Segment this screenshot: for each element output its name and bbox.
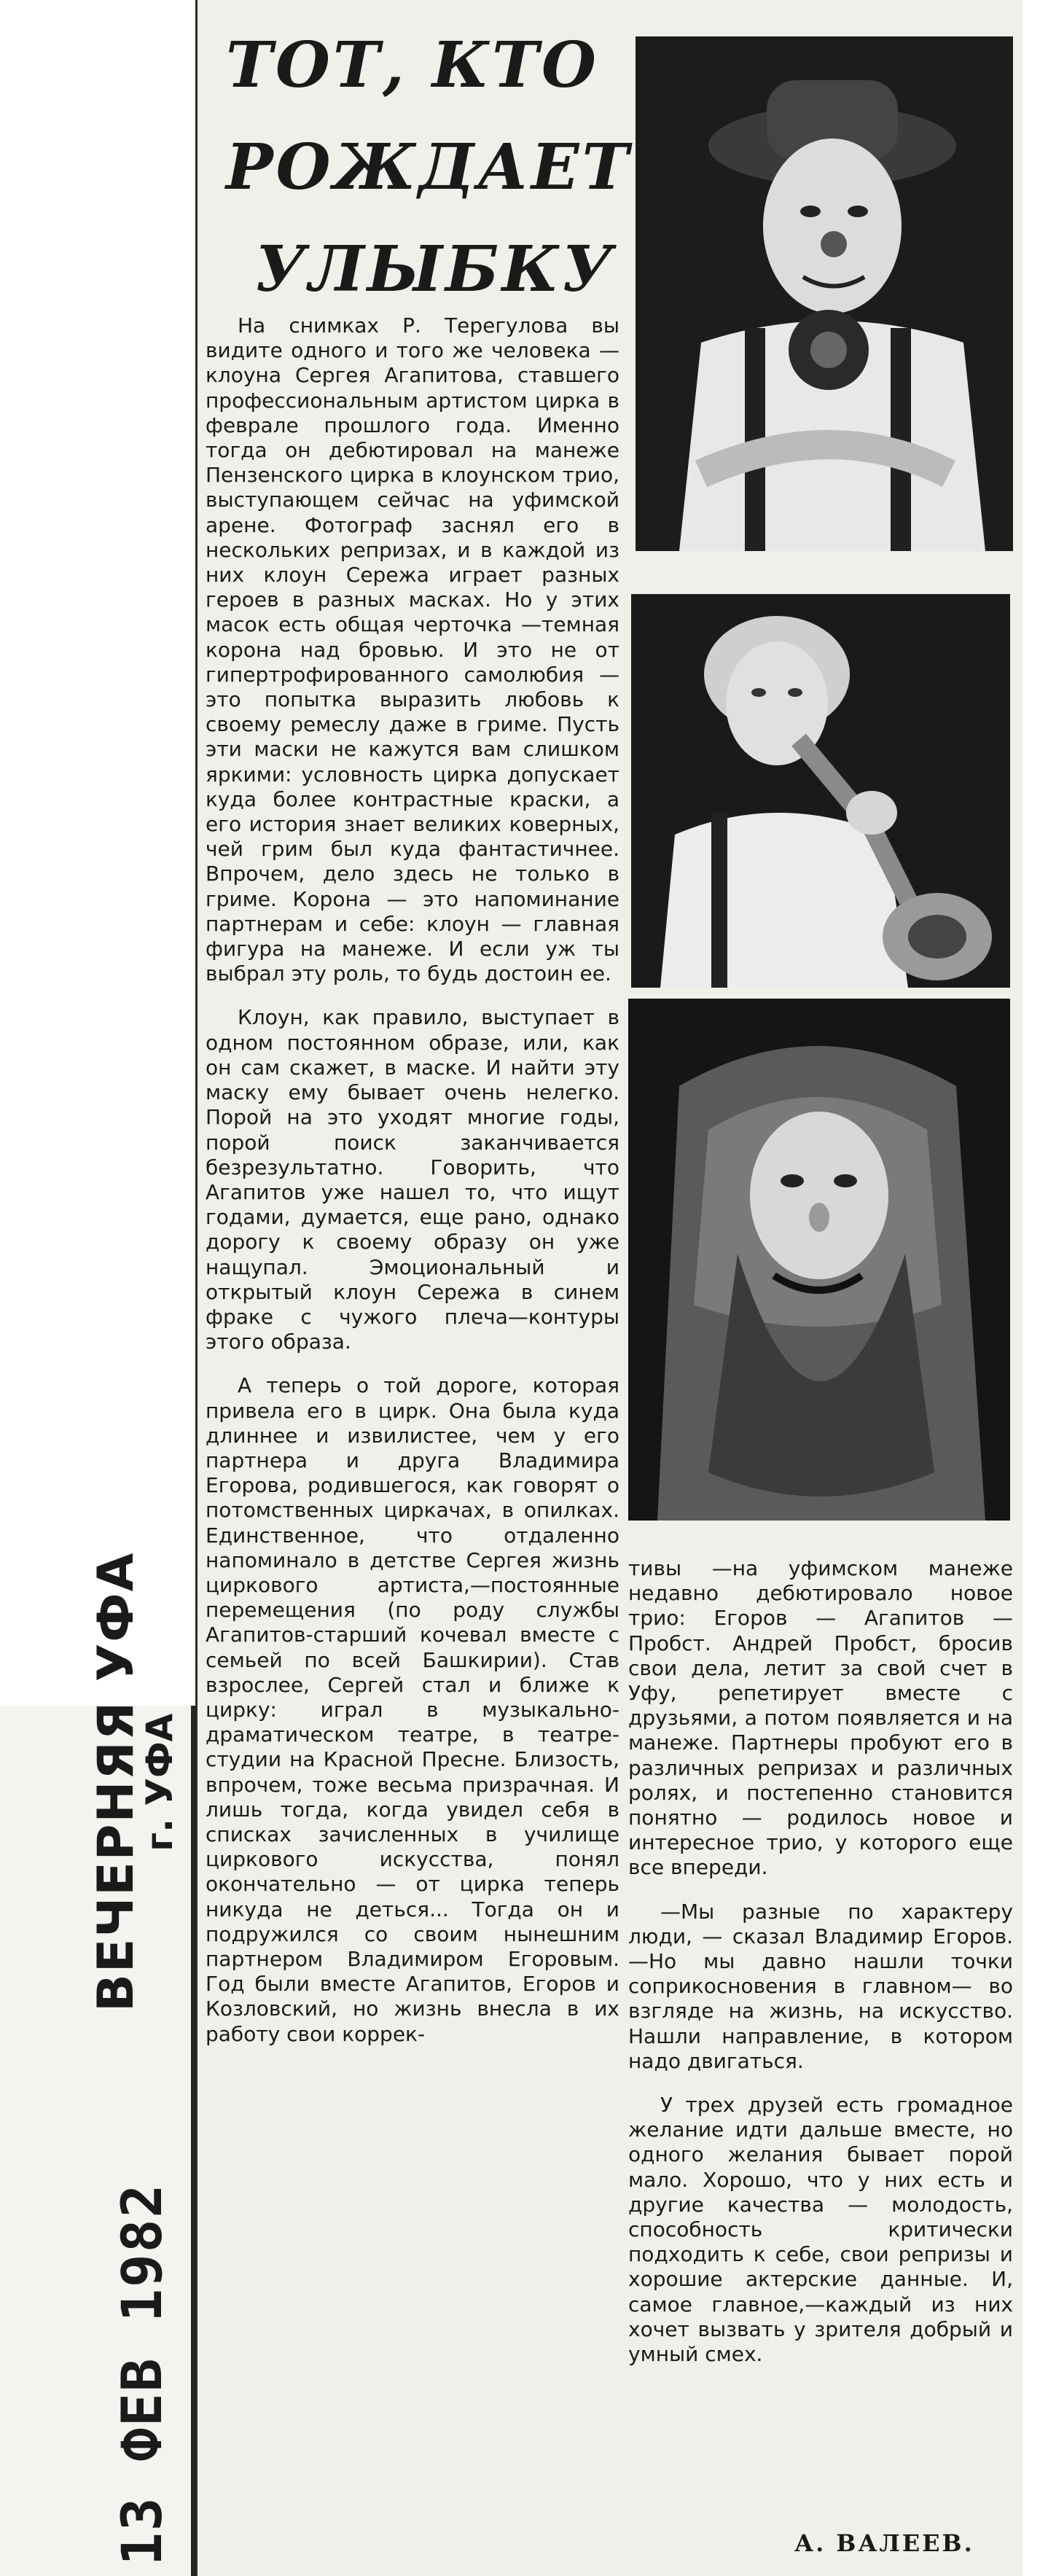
headline-line-3: УЛЫБКУ: [255, 233, 616, 306]
article-column-left: [206, 313, 619, 2066]
paragraph: —Мы разные по характеру люди, — сказал Владимир Егоров. —Но мы давно нашли точки соприкосновения в главном— во взгляде на жизнь, на искусство. Нашли направление, в котором надо двигаться.: [628, 1899, 1013, 2073]
paragraph: Клоун, как правило, выступает в одном постоянном образе, или, как он сам скажет, в маске. И найти эту маску ему бывает очень нелегко. Порой на это уходят многие годы, порой поиск заканчивается безрезультатно. Говорить, что Агапитов уже нашел то, что ищут годами, думается, еще рано, однако дорогу к своему образу он уже нащупал. Эмоциональный и открытый клоун Сережа в синем фраке с чужого плеча—контуры этого образа.: [206, 1005, 619, 1354]
photo-clown-with-hat: [636, 36, 1013, 551]
author-signature: А. ВАЛЕЕВ.: [794, 2529, 974, 2557]
paragraph: тивы —на уфимском манеже недавно дебютировало новое трио: Егоров — Агапитов — Пробст. Андрей Пробст, бросив свои дела, летит за свой счет в Уфу, репетирует вместе с друзьями, а потом появляется и на манеже. Партнеры пробуют его в различных репризах и различных ролях, и постепенно становится понятно — родилось новое и интересное трио, у которого еще все впереди.: [628, 1556, 1013, 1880]
headline-line-1: ТОТ, КТО: [226, 28, 599, 102]
date-stamp: 13 ФЕВ 1982: [109, 2182, 174, 2566]
headline-line-2: РОЖДАЕТ: [226, 130, 632, 204]
article-headline: [226, 15, 634, 321]
newspaper-name-stamp: ВЕЧЕРНЯЯ УФА: [87, 1551, 145, 2012]
article-column-right: [628, 1556, 1013, 2386]
photo-clown-with-trumpet: [631, 594, 1010, 988]
paragraph: У трех друзей есть громадное желание идти дальше вместе, но одного желания бывает порой мало. Хорошо, что у них есть и другие качества — молодость, способность критически подходить к себе, свои репризы и хорошие актерские данные. И, самое главное,—каждый из них хочет вызвать у зрителя добрый и умный смех.: [628, 2093, 1013, 2367]
city-stamp: г. УФА: [138, 1713, 181, 1851]
paragraph: На снимках Р. Терегулова вы видите одного и того же человека — клоуна Сергея Агапитова, ставшего профессиональным артистом цирка в феврале прошлого года. Именно тогда он дебютировал на манеже Пензенского цирка в клоунском трио, выступающем сейчас на уфимской арене. Фотограф заснял его в нескольких репризах, и в каждой из них клоун Сережа играет разных героев в разных масках. Но у этих масок есть общая черточка —темная корона над бровью. И это не от гипертрофированного самолюбия — это попытка выразить любовь к своему ремеслу даже в гриме. Пусть эти маски не кажутся вам слишком яркими: условность цирка допускает куда более контрастные краски, а его история знает великих коверных, чей грим был куда фантастичнее. Впрочем, дело здесь не только в гриме. Корона — это напоминание партнерам и себе: клоун — главная фигура на манеже. И если уж ты выбрал эту роль, то будь достоин ее.: [206, 313, 619, 986]
paragraph: А теперь о той дороге, которая привела его в цирк. Она была куда длиннее и извилистее, чем у его партнера и друга Владимира Егорова, родившегося, как говорят о потомственных циркачах, в опилках. Единственное, что отдаленно напоминало в детстве Сергея жизнь циркового артиста,—постоянные перемещения (по роду службы Агапитов-старший кочевал вместе с семьей по всей Башкирии). Став взрослее, Сергей стал и ближе к цирку: играл в музыкально-драматическом театре, в театре-студии на Красной Пресне. Близость, впрочем, тоже весьма призрачная. И лишь тогда, когда увидел себя в списках зачисленных в училище циркового искусства, понял окончательно — от цирка теперь никуда не деться... Тогда он и подружился со своим нынешним партнером Владимиром Егоровым. Год были вместе Агапитов, Егоров и Козловский, но жизнь внесла в их работу свои коррек-: [206, 1373, 619, 2046]
photo-clown-bearded-mask: [628, 999, 1010, 1521]
